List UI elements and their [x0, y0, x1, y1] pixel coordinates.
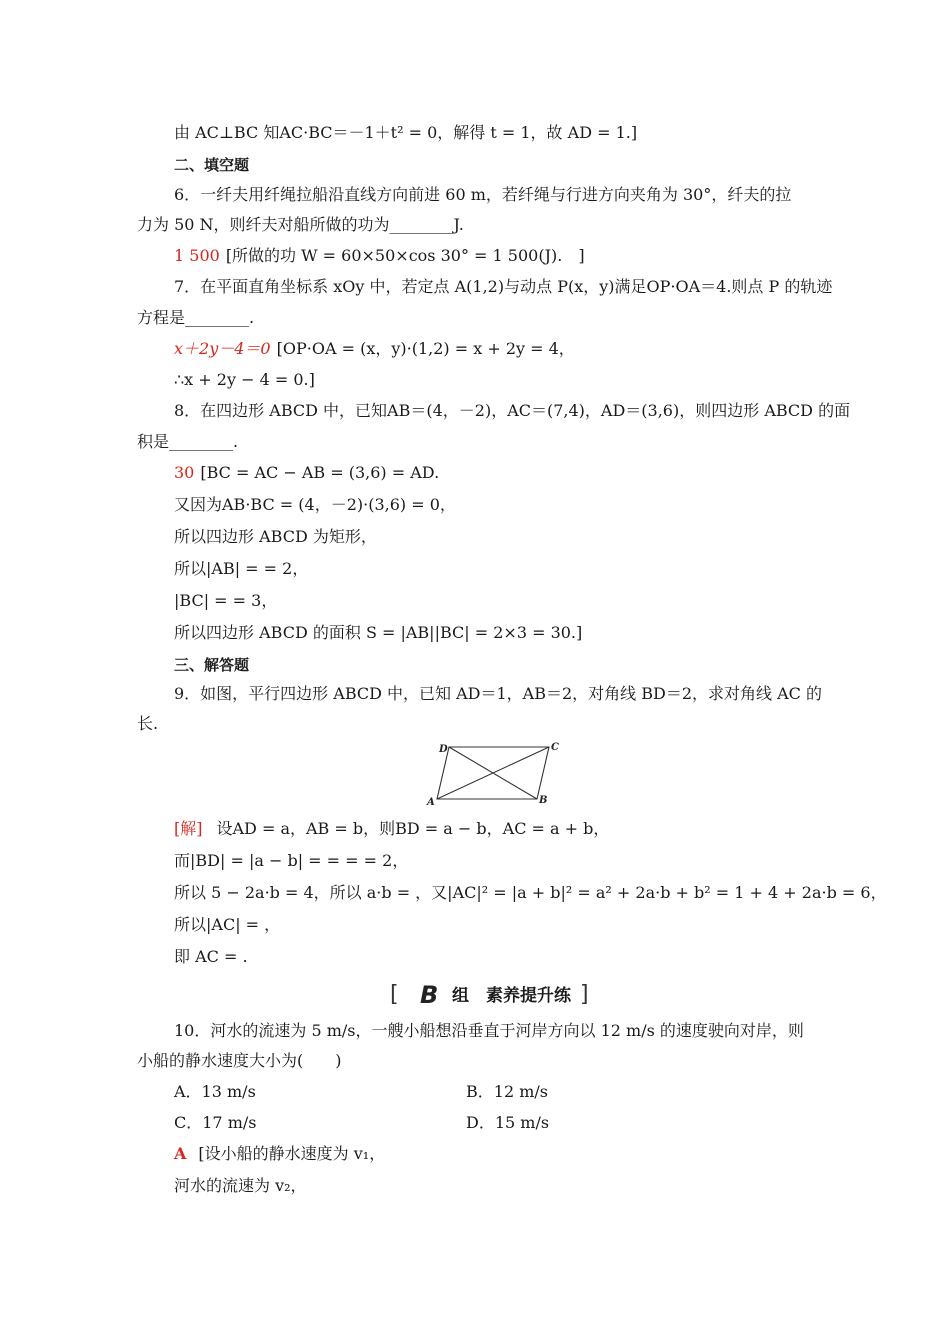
answer-8-value: 30 — [174, 463, 195, 482]
option-d: D．15 m/s — [466, 1113, 550, 1132]
answer-9-tag: [解] — [174, 819, 203, 838]
answer-8-line-6: 所以四边形 ABCD 的面积 S = |AB||BC| = 2×3 = 30.] — [174, 623, 583, 642]
question-7: 7．在平面直角坐标系 xOy 中，若定点 A(1,2)与动点 P(x，y)满足OP·OA＝4.则点 P 的轨迹 — [174, 277, 833, 296]
section-heading-solve: 三、解答题 — [174, 656, 250, 674]
answer-9-line-2: 而|BD| = |a − b| = = = = 2， — [174, 851, 409, 870]
answer-8-line-3: 所以四边形 ABCD 为矩形， — [174, 527, 377, 546]
answer-10-line-1: [设小船的静水速度为 v₁， — [198, 1144, 386, 1163]
answer-9 — [174, 818, 814, 840]
question-10-cont: 小船的静水速度大小为( ) — [137, 1051, 342, 1070]
answer-10 — [174, 1143, 814, 1165]
answer-8-line-2: 又因为AB·BC = (4，－2)·(3,6) = 0， — [174, 495, 456, 514]
answer-9-line-3: 所以 5 − 2a·b = 4，所以 a·b = ，又|AC|² = |a + b|² = a² + 2a·b + b² = 1 + 4 + 2a·b = 6， — [174, 883, 887, 902]
question-8: 8．在四边形 ABCD 中，已知AB＝(4，－2)，AC＝(7,4)，AD＝(3,6)，则四边形 ABCD 的面 — [174, 401, 851, 420]
text-line: 由 AC⊥BC 知AC·BC＝－1＋t² = 0，解得 t = 1，故 AD = 1.] — [174, 123, 638, 142]
section-heading-fill: 二、填空题 — [174, 156, 250, 174]
answer-8-line-4: 所以|AB| = = 2， — [174, 559, 309, 578]
figure-label-b: B — [539, 795, 548, 806]
group-b-banner — [390, 982, 590, 1010]
banner-letter: B — [420, 981, 439, 1009]
banner-right-bracket: ] — [580, 982, 589, 1007]
answer-9-line-1: 设AD = a，AB = b，则BD = a − b，AC = a + b， — [216, 819, 610, 838]
answer-7 — [174, 338, 814, 360]
question-6: 6．一纤夫用纤绳拉船沿直线方向前进 60 m，若纤绳与行进方向夹角为 30°，纤夫的拉 — [174, 185, 792, 204]
question-8-cont: 积是________. — [137, 432, 239, 451]
banner-title: 组 素养提升练 — [452, 986, 571, 1006]
answer-9-line-5: 即 AC = . — [174, 947, 248, 966]
answer-6 — [174, 245, 814, 267]
figure-label-a: A — [427, 797, 435, 808]
figure-label-d: D — [439, 744, 448, 755]
answer-6-solution: [所做的功 W = 60×50×cos 30° = 1 500(J). ] — [225, 246, 585, 265]
question-9-cont: 长. — [137, 714, 159, 733]
question-6-cont: 力为 50 N，则纤夫对船所做的功为________J. — [137, 215, 464, 234]
answer-10-line-2: 河水的流速为 v₂， — [174, 1176, 307, 1195]
figure-label-c: C — [551, 742, 559, 753]
option-b: B．12 m/s — [466, 1082, 548, 1101]
answer-9-line-4: 所以|AC| = ， — [174, 915, 281, 934]
answer-10-value: A — [174, 1144, 187, 1163]
option-c: C．17 m/s — [174, 1113, 257, 1132]
answer-8-line-5: |BC| = = 3， — [174, 591, 278, 610]
answer-7-solution: [OP·OA = (x，y)·(1,2) = x + 2y = 4， — [276, 339, 575, 358]
parallelogram-figure — [425, 738, 565, 810]
answer-8-solution: [BC = AC − AB = (3,6) = AD. — [200, 463, 440, 482]
banner-left-bracket: [ — [390, 982, 399, 1007]
answer-7-line-2: ∴x + 2y − 4 = 0.] — [174, 370, 315, 389]
question-9: 9．如图，平行四边形 ABCD 中，已知 AD＝1，AB＝2，对角线 BD＝2，求对角线 AC 的 — [174, 684, 822, 703]
question-7-cont: 方程是________. — [137, 308, 255, 327]
answer-8 — [174, 462, 814, 484]
question-10: 10．河水的流速为 5 m/s，一艘小船想沿垂直于河岸方向以 12 m/s 的速度驶向对岸，则 — [174, 1021, 804, 1040]
answer-6-value: 1 500 — [174, 246, 220, 265]
answer-7-value: x＋2y－4＝0 — [174, 339, 271, 358]
option-a: A．13 m/s — [174, 1082, 256, 1101]
